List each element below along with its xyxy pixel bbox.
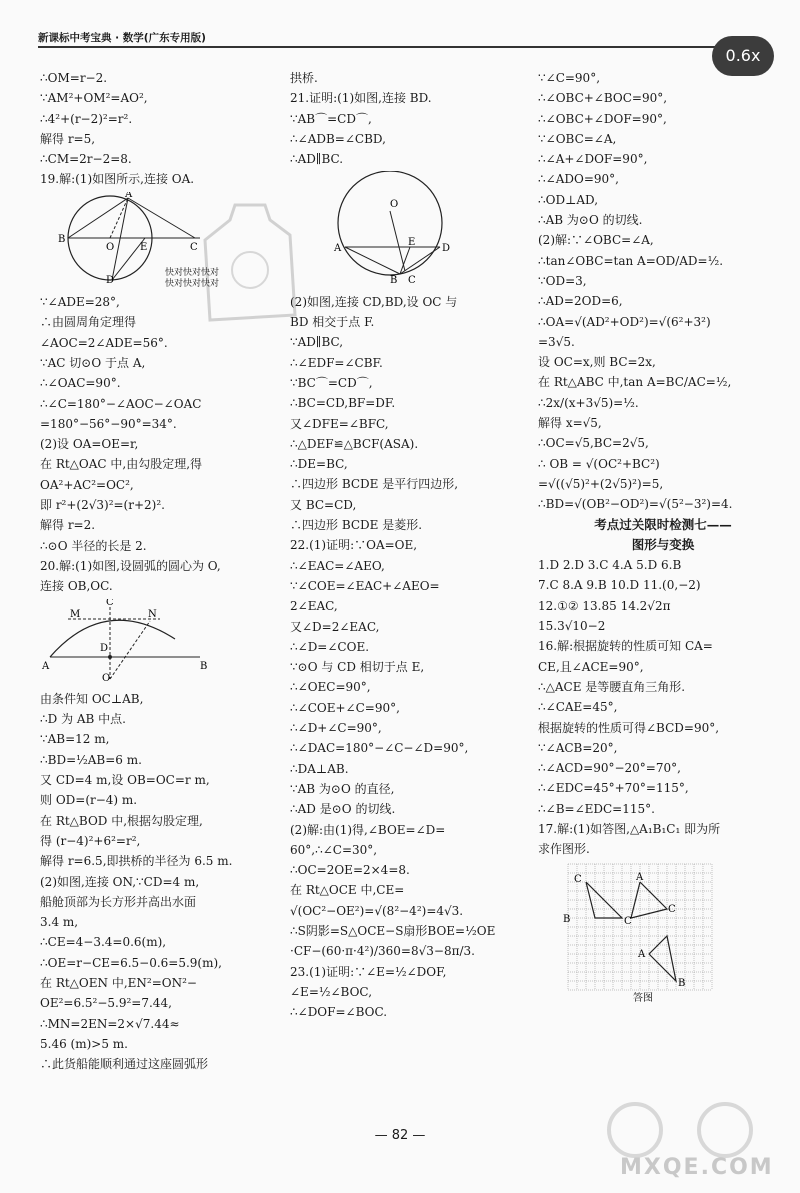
text-line: ∴BC=CD,BF=DF. — [290, 396, 396, 411]
text-line: ∴由圆周角定理得 — [40, 315, 137, 330]
text-line: (2)设 OA=OE=r, — [40, 437, 139, 452]
svg-text:B: B — [390, 275, 398, 284]
text-line: ∴∠ADO=90°, — [538, 172, 619, 187]
page-number: — 82 — — [374, 1128, 426, 1143]
text-line: 在 Rt△OCE 中,CE= — [290, 883, 405, 898]
text-line: ∵AD∥BC, — [290, 335, 344, 350]
text-line: ∴CM=2r−2=8. — [40, 152, 132, 167]
text-line: 16.解:根据旋转的性质可知 CA= — [538, 639, 713, 654]
text-line: 在 Rt△OAC 中,由勾股定理,得 — [40, 457, 203, 472]
text-line: ∠AOC=2∠ADE=56°. — [40, 335, 168, 350]
svg-text:D: D — [100, 642, 109, 654]
text-line: 则 OD=(r−4) m. — [40, 793, 138, 808]
section-title: 考点过关限时检测七—— — [594, 516, 732, 532]
text-line: (2)解:∵∠OBC=∠A, — [538, 233, 654, 248]
header-rule — [38, 46, 762, 48]
text-line: 又 CD=4 m,设 OB=OC=r m, — [40, 773, 210, 788]
svg-text:M: M — [70, 608, 81, 620]
text-line: 2∠EAC, — [290, 599, 338, 614]
figure-17-grid-rotation — [538, 862, 738, 1002]
text-line: ∵OD=3, — [538, 273, 587, 288]
text-line: (2)如图,连接 CD,BD,设 OC 与 — [290, 294, 458, 309]
text-line: ∴BD=√(OB²−OD²)=√(5²−3²)=4. — [538, 497, 733, 512]
text-line: ∴∠OEC=90°, — [290, 680, 371, 695]
text-line: 求作图形. — [538, 842, 590, 857]
figure-20-arch-bridge — [40, 599, 210, 681]
text-line: =3√5. — [538, 334, 575, 349]
text-line: 22.(1)证明:∵OA=OE, — [290, 538, 418, 553]
watermark-text: MXQE.COM — [620, 1155, 774, 1180]
text-line: 由条件知 OC⊥AB, — [40, 691, 144, 706]
text-line: ∴S阴影=S△OCE−S扇形BOE=½OE — [290, 923, 496, 938]
svg-text:答图: 答图 — [633, 992, 653, 1002]
text-line: 即 r²+(2√3)²=(r+2)². — [40, 498, 165, 513]
zoom-level-badge[interactable]: 0.6x — [712, 36, 774, 76]
running-header: 新课标中考宝典 · 数学(广东专用版) — [38, 32, 206, 44]
text-line: ∴CE=4−3.4=0.6(m), — [40, 935, 167, 950]
text-line: ∵∠C=90°, — [538, 71, 601, 85]
text-line: ∴∠A+∠DOF=90°, — [538, 152, 648, 167]
text-line: ∴⊙O 半径的长是 2. — [40, 538, 147, 553]
text-line: 20.解:(1)如图,设圆弧的圆心为 O, — [40, 558, 221, 573]
svg-text:C: C — [624, 915, 632, 927]
text-line: ∵AB⌒=CD⌒, — [290, 111, 372, 126]
text-line: ∴AB 为⊙O 的切线. — [538, 213, 643, 228]
text-line: =180°−56°−90°=34°. — [40, 416, 177, 431]
svg-text:D: D — [442, 243, 451, 255]
svg-text:O: O — [390, 199, 399, 211]
text-line: 又∠DFE=∠BFC, — [290, 416, 389, 431]
text-line: 3.4 m, — [40, 915, 79, 930]
text-line: ∴此货船能顺利通过这座圆弧形 — [40, 1057, 209, 1072]
text-line: ∴OE=r−CE=6.5−0.6=5.9(m), — [40, 955, 222, 970]
text-line: 设 OC=x,则 BC=2x, — [538, 355, 656, 370]
text-line: ∴∠ADB=∠CBD, — [290, 131, 386, 146]
text-line: 21.证明:(1)如图,连接 BD. — [290, 91, 432, 106]
text-line: 15.3√10−2 — [538, 619, 606, 634]
text-line: 23.(1)证明:∵∠E=½∠DOF, — [290, 964, 447, 979]
text-line: OE²=6.5²−5.9²=7.44, — [40, 996, 172, 1011]
text-line: ∴∠OAC=90°. — [40, 376, 121, 391]
text-line: √(OC²−OE²)=√(8²−4²)=4√3. — [290, 903, 464, 918]
svg-text:C: C — [408, 275, 416, 284]
svg-text:O: O — [102, 672, 111, 681]
text-line: 60°,∴∠C=30°, — [290, 842, 378, 857]
text-line: ∴∠B=∠EDC=115°. — [538, 801, 655, 816]
section-subtitle: 图形与变换 — [631, 536, 695, 552]
text-line: 解得 r=6.5,即拱桥的半径为 6.5 m. — [40, 854, 233, 869]
text-line: ∴4²+(r−2)²=r². — [40, 111, 133, 126]
text-line: ∵∠ACB=20°, — [538, 740, 618, 755]
text-line: ∴OA=√(AD²+OD²)=√(6²+3²) — [538, 314, 711, 329]
text-line: 5.46 (m)>5 m. — [40, 1036, 128, 1051]
text-line: (2)如图,连接 ON,∵CD=4 m, — [40, 874, 200, 889]
text-line: ∴DA⊥AB. — [290, 761, 349, 776]
text-line: ∴△ACE 是等腰直角三角形. — [538, 679, 686, 694]
text-line: 19.解:(1)如图所示,连接 OA. — [40, 172, 195, 187]
svg-text:C: C — [190, 241, 198, 253]
svg-text:D: D — [106, 274, 115, 284]
text-line: ∴AD∥BC. — [290, 152, 344, 167]
text-line: ∴∠D=∠COE. — [290, 639, 370, 654]
text-line: ∴∠EDC=45°+70°=115°, — [538, 781, 689, 796]
svg-text:C: C — [574, 873, 582, 885]
text-line: ∴∠C=180°−∠AOC−∠OAC — [40, 396, 202, 411]
svg-text:A: A — [125, 191, 133, 200]
text-line: 1.D 2.D 3.C 4.A 5.D 6.B — [538, 558, 682, 573]
text-line: (2)解:由(1)得,∠BOE=∠D= — [290, 822, 446, 837]
figure-21-circle-chords — [290, 171, 470, 283]
text-line: ∴OD⊥AD, — [538, 192, 599, 207]
text-line: 又∠D=2∠EAC, — [290, 619, 380, 634]
svg-text:B: B — [678, 977, 686, 989]
text-line: ∵∠ADE=28°, — [40, 295, 120, 310]
text-line: 12.①② 13.85 14.2√2π — [538, 598, 671, 613]
text-line: CE,且∠ACE=90°, — [538, 659, 644, 674]
svg-text:N: N — [148, 608, 157, 620]
text-line: ∴∠ACD=90°−20°=70°, — [538, 761, 681, 776]
text-line: 得 (r−4)²+6²=r², — [40, 833, 141, 848]
svg-text:A: A — [42, 660, 50, 672]
text-line: 在 Rt△BOD 中,根据勾股定理, — [40, 813, 203, 828]
svg-text:C: C — [106, 598, 114, 608]
text-line: ∴D 为 AB 中点. — [40, 712, 126, 727]
text-line: ∴MN=2EN=2×√7.44≈ — [40, 1016, 180, 1031]
text-line: ∵BC⌒=CD⌒, — [290, 375, 373, 390]
text-line: ∴四边形 BCDE 是菱形. — [290, 518, 423, 533]
svg-text:C: C — [668, 903, 676, 915]
text-line: 解得 x=√5, — [538, 416, 602, 431]
text-line: ·CF−(60·π·4²)/360=8√3−8π/3. — [290, 944, 475, 959]
text-line: ∴∠EDF=∠CBF. — [290, 355, 383, 370]
text-line: ∴OC=2OE=2×4=8. — [290, 863, 410, 878]
text-line: ∴tan∠OBC=tan A=OD/AD=½. — [538, 253, 724, 268]
text-line: 在 Rt△ABC 中,tan A=BC/AC=½, — [538, 375, 732, 390]
text-line: 17.解:(1)如答图,△A₁B₁C₁ 即为所 — [538, 821, 721, 836]
text-line: ∵AM²+OM²=AO², — [40, 91, 148, 106]
svg-text:E: E — [140, 241, 148, 253]
text-line: ∴∠CAE=45°, — [538, 700, 618, 715]
svg-text:B: B — [200, 660, 208, 672]
svg-text:E: E — [408, 237, 416, 249]
text-line: ∵∠OBC=∠A, — [538, 131, 617, 146]
kuaidui-stamp-icon — [195, 195, 305, 335]
text-line: ∴AD=2OD=6, — [538, 294, 623, 309]
column-middle — [290, 68, 540, 1022]
text-line: ∴∠OBC+∠BOC=90°, — [538, 91, 668, 106]
text-line: ∴OM=r−2. — [40, 71, 108, 85]
text-line: 连接 OB,OC. — [40, 579, 113, 594]
text-line: BD 相交于点 F. — [290, 315, 375, 330]
text-line: ∴AD 是⊙O 的切线. — [290, 802, 396, 817]
text-line: 又 BC=CD, — [290, 497, 357, 512]
text-line: ∴∠COE+∠C=90°, — [290, 700, 400, 715]
text-line: ∵∠COE=∠EAC+∠AEO= — [290, 578, 440, 593]
text-line: ∴四边形 BCDE 是平行四边形, — [290, 477, 459, 492]
text-line: ∴DE=BC, — [290, 457, 348, 472]
text-line: ∴2x/(x+3√5)=½. — [538, 395, 639, 410]
text-line: ∵⊙O 与 CD 相切于点 E, — [290, 660, 425, 675]
text-line: 解得 r=5, — [40, 131, 96, 146]
text-line: ∴△DEF≌△BCF(ASA). — [290, 436, 419, 451]
text-line: ∴∠D+∠C=90°, — [290, 721, 382, 736]
text-line: 拱桥. — [290, 71, 318, 85]
text-line: 解得 r=2. — [40, 518, 96, 533]
stamp-caption: 快对快对快对 快对快对快对 — [165, 268, 220, 289]
text-line: ∵AC 切⊙O 于点 A, — [40, 355, 146, 370]
text-line: ∴BD=½AB=6 m. — [40, 752, 142, 767]
text-line: ∴∠DOF=∠BOC. — [290, 1005, 388, 1020]
text-line: ∴∠EAC=∠AEO, — [290, 558, 385, 573]
text-line: OA²+AC²=OC², — [40, 477, 134, 492]
svg-text:B: B — [58, 233, 66, 245]
text-line: 在 Rt△OEN 中,EN²=ON²− — [40, 975, 197, 990]
text-line: 7.C 8.A 9.B 10.D 11.(0,−2) — [538, 578, 701, 593]
text-line: ∠E=½∠BOC, — [290, 984, 373, 999]
column-right — [538, 68, 788, 1010]
svg-text:A: A — [636, 871, 644, 883]
text-line: ∵AB 为⊙O 的直径, — [290, 781, 395, 796]
svg-text:A: A — [334, 243, 342, 255]
text-line: 船舱顶部为长方形并高出水面 — [40, 894, 197, 909]
text-line: =√((√5)²+(2√5)²)=5, — [538, 476, 664, 491]
svg-text:O: O — [106, 241, 115, 253]
text-line: ∴ OB = √(OC²+BC²) — [538, 456, 660, 471]
text-line: ∵AB=12 m, — [40, 732, 110, 747]
svg-text:B: B — [563, 913, 571, 925]
text-line: ∴∠OBC+∠DOF=90°, — [538, 111, 667, 126]
text-line: 根据旋转的性质可得∠BCD=90°, — [538, 720, 720, 735]
text-line: ∴OC=√5,BC=2√5, — [538, 436, 649, 451]
text-line: ∴∠DAC=180°−∠C−∠D=90°, — [290, 741, 469, 756]
svg-text:A: A — [638, 948, 646, 960]
